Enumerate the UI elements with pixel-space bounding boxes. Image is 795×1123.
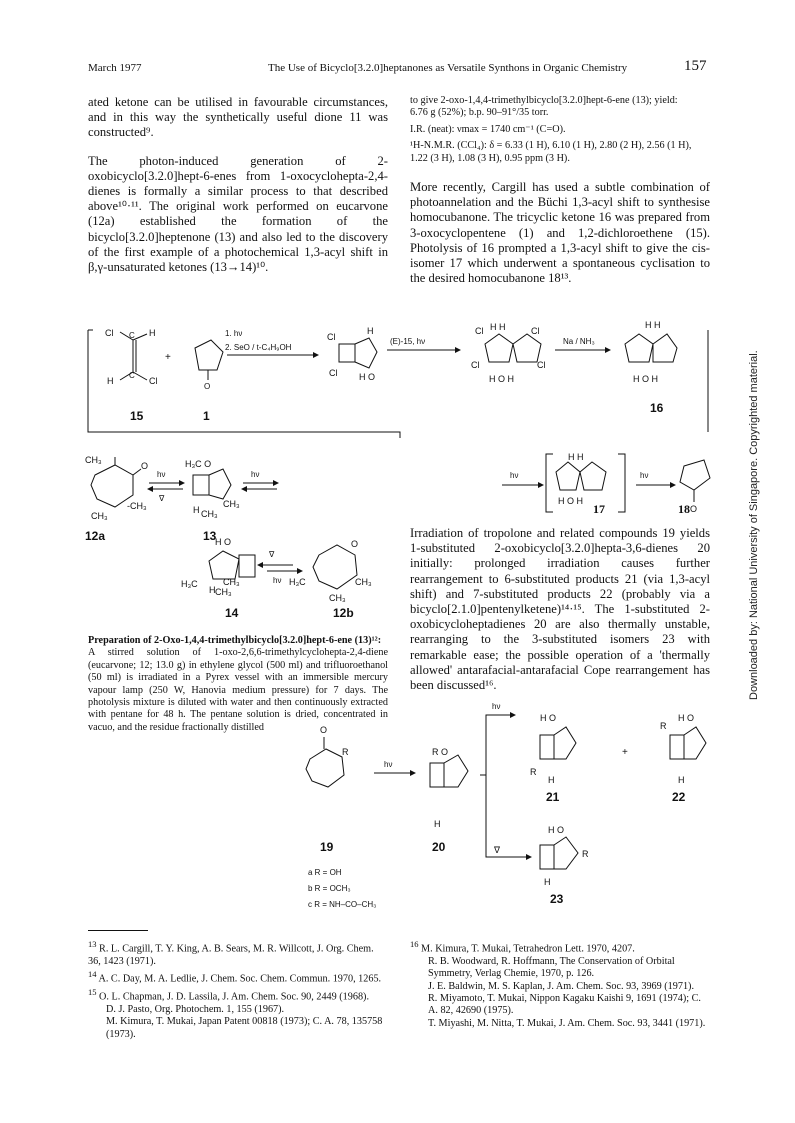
reference-text: M. Kimura, T. Mukai, Tetrahedron Lett. 1970, 4207. — [421, 943, 635, 955]
svg-text:H H: H H — [490, 322, 506, 332]
svg-text:CH₃: CH₃ — [201, 509, 218, 519]
svg-text:H: H — [544, 877, 551, 887]
svg-text:Cl: Cl — [531, 326, 540, 336]
svg-text:H: H — [107, 376, 114, 386]
heat-label: ∇ — [494, 845, 501, 855]
hv-label: hν — [157, 470, 166, 479]
substituent-c: c R = NH–CO–CH₃ — [308, 900, 377, 909]
reference-item: R. B. Woodward, R. Hoffmann, The Conservation of Orbital Symmetry, Verlag Chemie, 1970, p. 126. — [428, 955, 675, 980]
label-19: 19 — [320, 840, 334, 854]
structure-19 — [306, 737, 344, 787]
structure-21 — [540, 727, 576, 759]
svg-text:-CH₃: -CH₃ — [127, 501, 147, 511]
data-line-nmr-cont: 1.22 (3 H), 1.08 (3 H), 0.95 ppm (3 H). — [410, 152, 570, 164]
data-line-ir: I.R. (neat): νmax = 1740 cm⁻¹ (C=O). — [410, 123, 566, 135]
svg-text:H: H — [209, 585, 216, 595]
svg-text:+: + — [165, 352, 171, 363]
scheme-tropolone — [300, 702, 720, 915]
step-label: (E)-15, hν — [390, 337, 426, 346]
svg-text:H: H — [678, 775, 685, 785]
svg-text:O: O — [320, 725, 328, 735]
header-date: March 1977 — [88, 62, 142, 74]
reference-number: 13 — [88, 939, 97, 949]
svg-text:H: H — [367, 326, 374, 336]
structure-16-precursor — [485, 334, 541, 362]
paragraph-continuation: ated ketone can be utilised in favourable circumstances, and in this way the synthetically useful dione 11 was constructed⁹. — [88, 95, 388, 140]
svg-text:H₃C: H₃C — [181, 579, 198, 589]
download-watermark: Downloaded by: National University of Singapore. Copyrighted material. — [748, 350, 760, 700]
footnote-rule — [88, 930, 148, 931]
label-12a: 12a — [85, 529, 106, 543]
reference-item: D. J. Pasto, Org. Photochem. 1, 155 (1967). — [106, 1003, 285, 1015]
label-12b: 12b — [333, 606, 354, 620]
left-column-top — [88, 95, 388, 275]
substituent-b: b R = OCH₃ — [308, 884, 351, 893]
label-13: 13 — [203, 529, 217, 543]
structure-23 — [540, 837, 578, 869]
reference-text: R. L. Cargill, T. Y. King, A. B. Sears, M. R. Willcott, J. Org. Chem. 36, 1423 (1971). — [88, 943, 374, 967]
label-1: 1 — [203, 409, 210, 423]
data-line-bp: 6.76 g (52%); b.p. 90–91°/35 torr. — [410, 107, 549, 119]
svg-text:H O: H O — [548, 825, 565, 835]
svg-text:C: C — [129, 331, 135, 340]
structure-16 — [625, 334, 677, 362]
label-22: 22 — [672, 790, 686, 804]
heat-label: ∇ — [159, 494, 165, 503]
reference-item — [88, 986, 386, 1004]
svg-text:H O: H O — [215, 537, 232, 547]
step-label: 2. SeO / t-C₄H₉OH — [225, 343, 292, 352]
label-18: 18 — [678, 502, 690, 516]
svg-text:O: O — [141, 461, 149, 471]
heat-label: ∇ — [269, 550, 275, 559]
label-16: 16 — [650, 401, 664, 415]
svg-text:CH₃: CH₃ — [215, 587, 232, 597]
hv-label: hν — [492, 702, 501, 711]
svg-text:H H: H H — [645, 320, 661, 330]
reference-number: 14 — [88, 969, 97, 980]
svg-text:H O H: H O H — [489, 374, 515, 384]
svg-text:Cl: Cl — [471, 360, 480, 370]
svg-text:Cl: Cl — [329, 368, 338, 378]
svg-text:H H: H H — [568, 452, 584, 462]
svg-text:R: R — [582, 849, 589, 859]
structure-22 — [670, 727, 706, 759]
data-line-yield: to give 2-oxo-1,4,4-trimethylbicyclo[3.2.0]hept-6-ene (13); yield: — [410, 95, 678, 106]
svg-text:H O: H O — [540, 713, 557, 723]
svg-text:Cl: Cl — [327, 332, 336, 342]
branch-arrow — [480, 715, 510, 775]
svg-text:CH₃: CH₃ — [91, 511, 108, 521]
label-14: 14 — [225, 606, 239, 620]
svg-text:R: R — [530, 767, 537, 777]
paragraph-tropolone: Irradiation of tropolone and related compounds 19 yields 1-substituted 2-oxobicyclo[3.2.0]hepta-3,6-dienes 20 initially: prolonged irradiation causes further rearrangement to 6-substituted products 21 (via 1,3-acyl shift) and 7-substituted products 22 (probably via a bicyclo[2.1.0]pentenylketene)¹⁴·¹⁵. The 1-substituted 2-oxobicycloheptadienes 20 are also thermally unstable, rearranging to the 3-substituted isomers 23 with remarkable ease; the possible operation of a 'thermally allowed' antarafacial-antarafacial Cope rearrangement has been discussed¹⁶. — [410, 526, 710, 693]
reference-item: M. Kimura, T. Mukai, Japan Patent 00818 (1973); C. A. 78, 135758 (1973). — [106, 1016, 383, 1040]
label-21: 21 — [546, 790, 560, 804]
svg-text:CH₃: CH₃ — [223, 499, 240, 509]
reference-item: R. Miyamoto, T. Mukai, Nippon Kagaku Kaishi 9, 1691 (1974); C. A. 82, 42690 (1975). — [428, 993, 701, 1017]
hv-label: hν — [251, 470, 260, 479]
svg-text:H₃C O: H₃C O — [185, 459, 212, 469]
svg-text:CH₃: CH₃ — [329, 593, 346, 603]
scheme-homocubanone — [85, 310, 715, 445]
structure-1 — [195, 340, 223, 370]
svg-text:R O: R O — [432, 747, 449, 757]
data-line-nmr: ¹H-N.M.R. (CCl₄): δ = 6.33 (1 H), 6.10 (1 H), 2.80 (2 H), 2.56 (1 H), — [410, 140, 692, 152]
structure-intermediate — [339, 338, 377, 368]
svg-text:CH₃: CH₃ — [355, 577, 372, 587]
structure-13 — [193, 469, 231, 499]
svg-text:H: H — [193, 505, 200, 515]
references-right — [410, 938, 710, 1030]
scheme-eucarvone — [85, 455, 405, 630]
svg-text:C: C — [129, 371, 135, 380]
compound-13-data — [410, 95, 710, 165]
svg-text:H₃C: H₃C — [289, 577, 306, 587]
svg-text:H O: H O — [678, 713, 695, 723]
svg-text:Cl: Cl — [475, 326, 484, 336]
experimental-title: Preparation of 2-Oxo-1,4,4-trimethylbicyclo[3.2.0]hept-6-ene (13)¹²: — [88, 635, 382, 646]
label-17: 17 — [593, 502, 605, 516]
structure-20 — [430, 755, 468, 787]
svg-text:R: R — [342, 747, 349, 757]
structure-14 — [209, 551, 255, 579]
svg-text:H O H: H O H — [633, 374, 659, 384]
svg-text:R: R — [660, 721, 667, 731]
svg-text:+: + — [622, 747, 628, 758]
svg-text:H: H — [149, 328, 156, 338]
label-23: 23 — [550, 892, 564, 906]
substituent-a: a R = OH — [308, 868, 342, 877]
svg-text:O: O — [204, 382, 211, 391]
label-20: 20 — [432, 840, 446, 854]
hv-label: hν — [510, 471, 519, 480]
svg-text:Cl: Cl — [149, 376, 158, 386]
experimental-body: A stirred solution of 1-oxo-2,6,6-trimethylcyclohepta-2,4-diene (eucarvone; 12; 13.0 g) in ethylene glycol (500 ml) and trifluoroethanol (50 ml) is irradiated in a Pyrex vessel with an immersible mercury vapour lamp (250 W, Hanovia medium pressure) for 7 days. The photolysis mixture is diluted with water and then continuously extracted with pentane for 48 h. The pentane solution is dried, concentrated in vacuo, and the residue fractionally distilled — [88, 647, 388, 733]
paragraph-photon-induced: The photon-induced generation of 2-oxobicyclo[3.2.0]hept-6-enes from 1-oxocyclohepta-2,4-dienes is formally a similar process to that described above¹⁰·¹¹. The original work performed on eucarvone (12a) established the formation of the bicyclo[3.2.0]heptenone (13) and also led to the discovery of the first example of a photochemical 1,3-acyl shift in β,γ-unsaturated ketones (13→14)¹⁰. — [88, 153, 388, 275]
reference-number: 15 — [88, 987, 97, 997]
scheme-homocubanone-cont — [408, 450, 713, 525]
reference-text: A. C. Day, M. A. Ledlie, J. Chem. Soc. Chem. Commun. 1970, 1265. — [98, 973, 382, 985]
svg-text:Cl: Cl — [537, 360, 546, 370]
step-label: 1. hν — [225, 329, 243, 338]
reference-item: J. E. Baldwin, M. S. Kaplan, J. Am. Chem. Soc. 93, 3969 (1971). — [428, 980, 694, 992]
hv-label: hν — [640, 471, 649, 480]
structure-18 — [680, 460, 710, 502]
reference-item — [88, 938, 386, 968]
svg-text:H: H — [434, 819, 441, 829]
svg-text:H O: H O — [359, 372, 376, 382]
structure-17 — [556, 462, 606, 490]
svg-text:Cl: Cl — [105, 328, 114, 338]
svg-text:H O H: H O H — [558, 496, 584, 506]
page-number: 157 — [684, 58, 707, 74]
label-15: 15 — [130, 409, 144, 423]
svg-text:O: O — [351, 539, 359, 549]
paragraph-cargill: More recently, Cargill has used a subtle combination of photoannelation and the Büchi 1,3-acyl shift to synthesise homocubanone. The tricyclic ketone 16 was prepared from 3-oxocyclopentene (1) and 1,2-dichloroethene (15). Photolysis of 16 prompted a 1,3-acyl shift to give the cis-isomer 17 which underwent a spontaneous cyclisation to the desired homocubanone 18¹³. — [410, 180, 710, 286]
reference-item: T. Miyashi, M. Nitta, T. Mukai, J. Am. Chem. Soc. 93, 3441 (1971). — [428, 1017, 706, 1029]
reference-item — [410, 938, 710, 956]
hv-label: hν — [273, 576, 282, 585]
step-label: Na / NH₃ — [563, 337, 595, 346]
reference-number: 16 — [410, 939, 419, 949]
svg-text:H: H — [548, 775, 555, 785]
structure-12b — [313, 545, 357, 589]
svg-text:CH₃: CH₃ — [85, 455, 102, 465]
reference-text: O. L. Chapman, J. D. Lassila, J. Am. Chem. Soc. 90, 2449 (1968). — [99, 991, 369, 1003]
hv-label: hν — [384, 760, 393, 769]
references-left — [88, 938, 386, 1041]
svg-text:CH₃: CH₃ — [223, 577, 240, 587]
reference-item — [88, 968, 386, 986]
svg-text:O: O — [690, 504, 698, 514]
running-title: The Use of Bicyclo[3.2.0]heptanones as Versatile Synthons in Organic Chemistry — [268, 62, 628, 74]
